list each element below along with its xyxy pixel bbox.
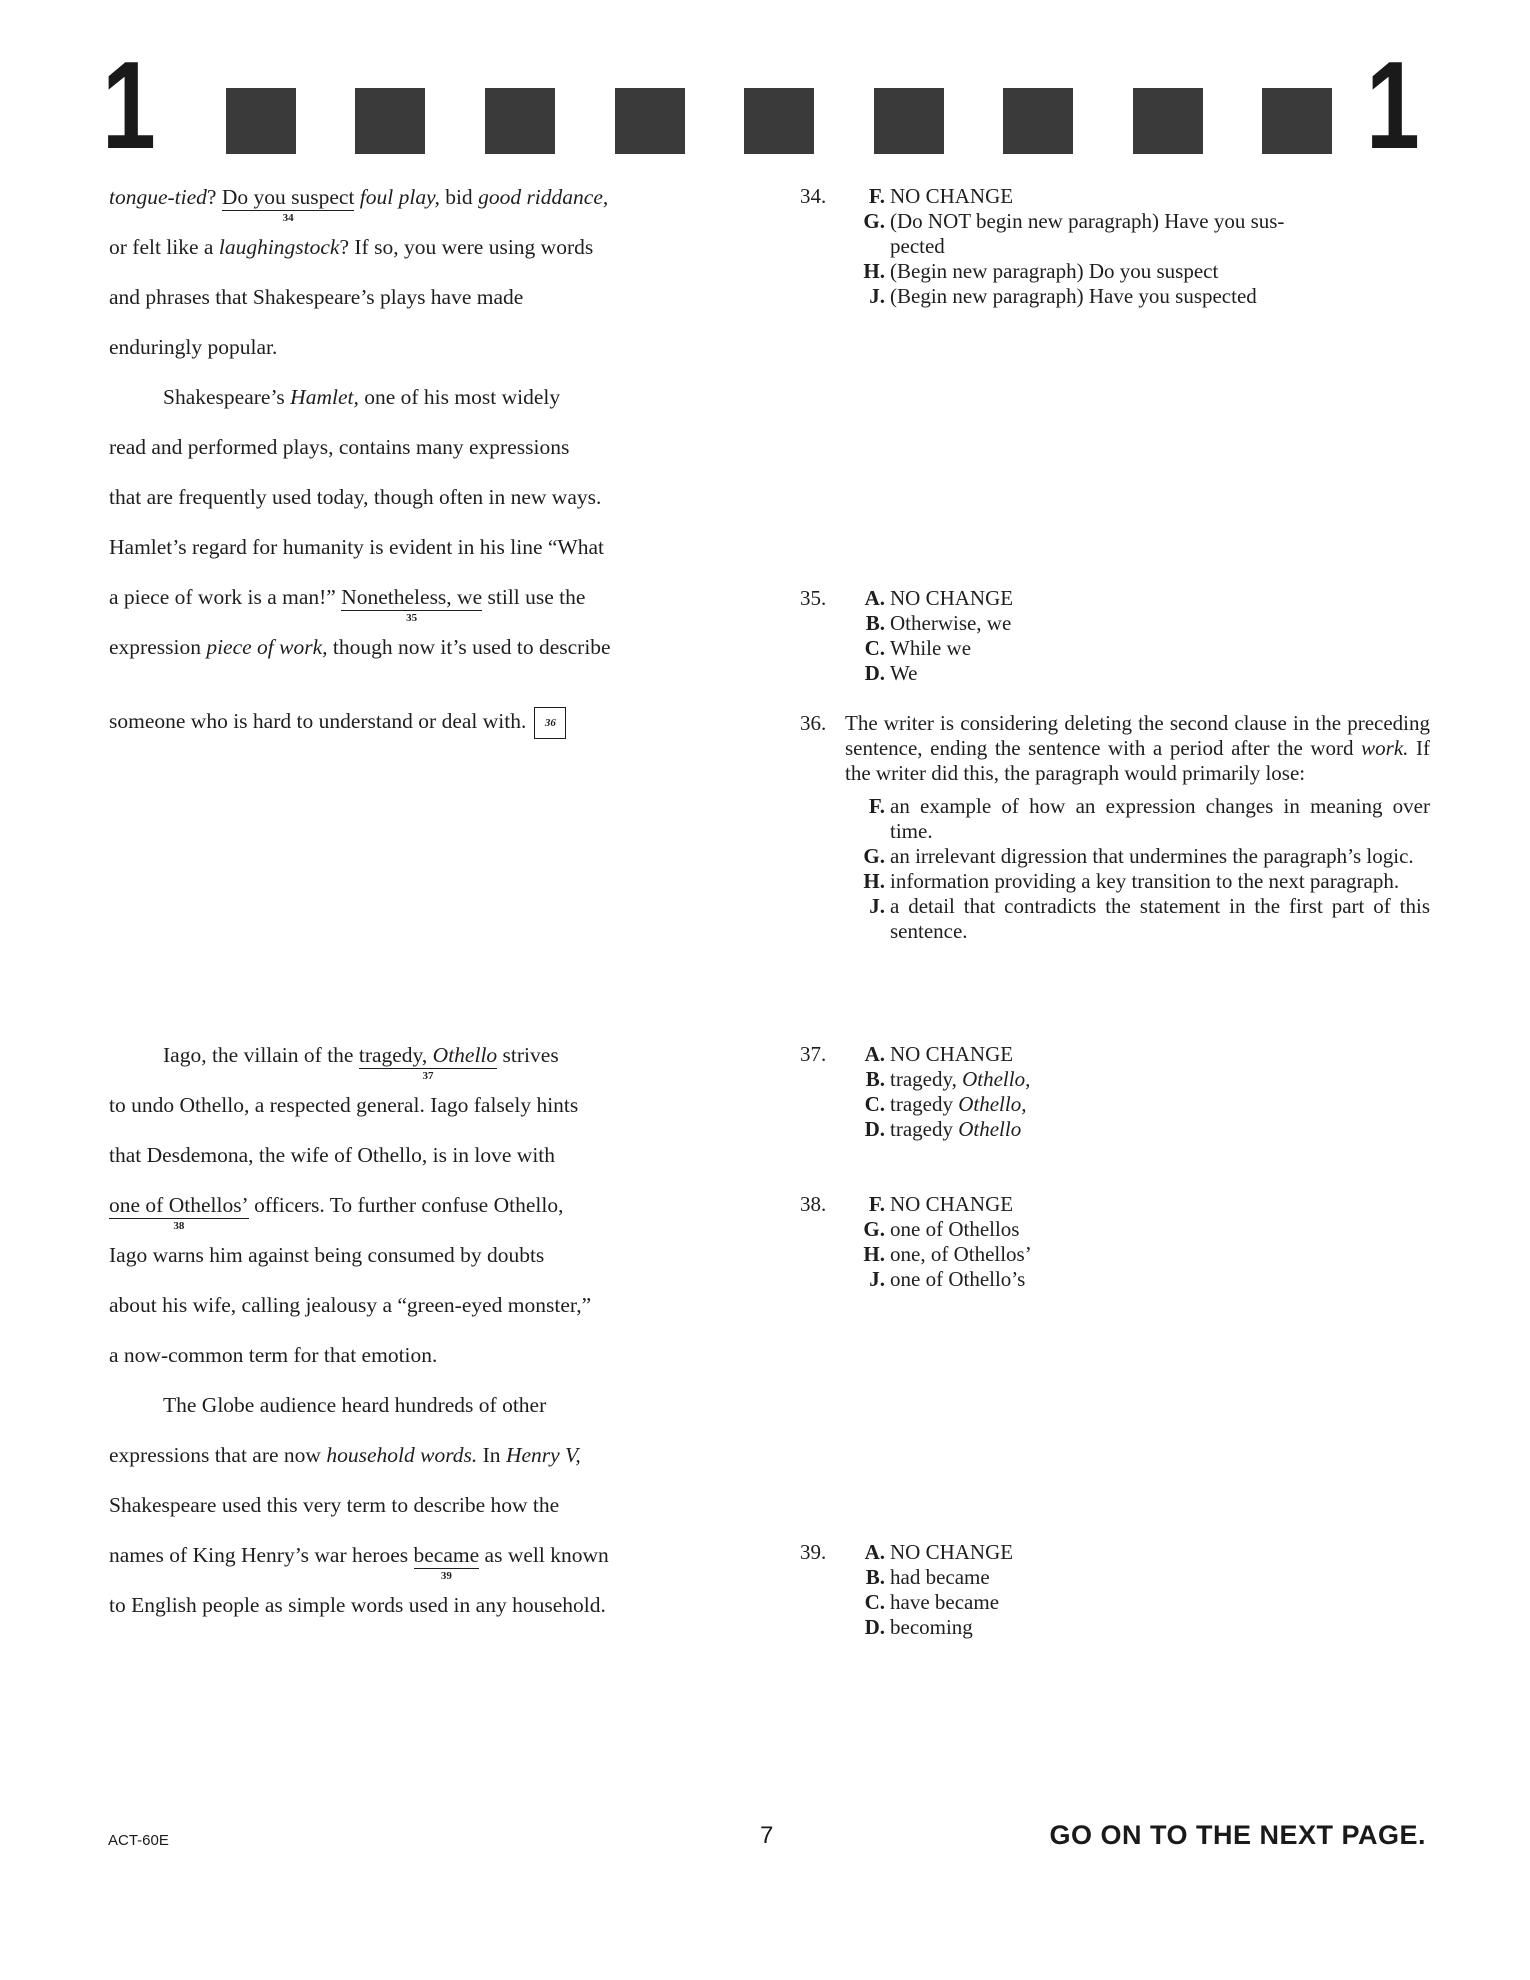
question-ref-35: 35 xyxy=(406,612,418,624)
question-number: 34. xyxy=(800,184,827,208)
answer-option[interactable]: C. tragedy Othello, xyxy=(864,1092,1027,1116)
answer-option[interactable]: G. an irrelevant digression that undermines the paragraph’s logic. xyxy=(863,844,1414,868)
answer-option[interactable]: H. one, of Othellos’ xyxy=(863,1242,1032,1266)
question-38 xyxy=(800,1192,1430,1292)
underlined-portion-34: Do you suspect 34 xyxy=(221,185,355,224)
answer-option[interactable]: D. becoming xyxy=(864,1615,973,1639)
form-code: ACT-60E xyxy=(108,1832,169,1849)
passage-line: The Globe audience heard hundreds of other xyxy=(163,1393,547,1417)
header-box xyxy=(874,88,944,154)
passage-line: that are frequently used today, though often in new ways. xyxy=(109,485,602,509)
question-box-36: 36 xyxy=(534,707,566,739)
passage-line: Shakespeare used this very term to describe how the xyxy=(109,1493,560,1517)
underlined-portion-38: one of Othellos’ 38 xyxy=(109,1193,249,1232)
passage-line: a piece of work is a man!” Nonetheless, we 35 still use the xyxy=(109,585,586,624)
header-box xyxy=(1133,88,1203,154)
question-number: 39. xyxy=(800,1540,827,1564)
header-box xyxy=(744,88,814,154)
passage-line: read and performed plays, contains many expressions xyxy=(109,435,570,459)
question-number: 38. xyxy=(800,1192,827,1216)
question-stem: The writer is considering deleting the second clause in the preceding sentence, ending the sentence with a period after the word work. If the writer did this, the paragraph would primarily lose: xyxy=(845,711,1430,785)
passage-line: tongue-tied? Do you suspect 34 foul play, bid good riddance, xyxy=(109,185,609,224)
header-box xyxy=(1003,88,1073,154)
passage-line: that Desdemona, the wife of Othello, is in love with xyxy=(109,1143,556,1167)
question-34 xyxy=(800,184,1430,309)
passage-line: one of Othellos’ 38 officers. To further confuse Othello, xyxy=(109,1193,564,1232)
answer-option[interactable]: H. (Begin new paragraph) Do you suspect xyxy=(863,259,1219,283)
passage-line: expression piece of work, though now it’s used to describe xyxy=(109,635,611,659)
passage-line: about his wife, calling jealousy a “green-eyed monster,” xyxy=(109,1293,592,1317)
passage-line: Shakespeare’s Hamlet, one of his most widely xyxy=(163,385,561,409)
passage-line: to undo Othello, a respected general. Iago falsely hints xyxy=(109,1093,579,1117)
answer-option[interactable]: B. tragedy, Othello, xyxy=(865,1067,1031,1091)
answer-option[interactable]: A. NO CHANGE xyxy=(864,1042,1014,1066)
question-35 xyxy=(800,586,1430,686)
header-box xyxy=(485,88,555,154)
passage-line: expressions that are now household words. In Henry V, xyxy=(109,1443,581,1467)
question-number: 35. xyxy=(800,586,827,610)
question-ref-34: 34 xyxy=(282,212,294,224)
answer-option[interactable]: F. NO CHANGE xyxy=(868,1192,1014,1216)
answer-option[interactable]: B. had became xyxy=(865,1565,990,1589)
passage-line: or felt like a laughingstock? If so, you were using words xyxy=(109,235,594,259)
answer-option[interactable]: A. NO CHANGE xyxy=(864,586,1014,610)
question-36 xyxy=(800,711,1430,944)
question-ref-37: 37 xyxy=(422,1070,434,1082)
answer-option[interactable]: D. tragedy Othello xyxy=(864,1117,1022,1141)
question-ref-39: 39 xyxy=(440,1570,452,1582)
go-on-notice: GO ON TO THE NEXT PAGE. xyxy=(1049,1820,1426,1850)
passage-line: Hamlet’s regard for humanity is evident in his line “What xyxy=(109,535,604,559)
answer-option-continued: pected xyxy=(890,234,945,258)
question-37 xyxy=(800,1042,1430,1142)
page-number: 7 xyxy=(760,1822,774,1849)
answer-option[interactable]: F. NO CHANGE xyxy=(868,184,1014,208)
passage-line: a now-common term for that emotion. xyxy=(109,1343,438,1367)
answer-option[interactable]: J. one of Othello’s xyxy=(869,1267,1026,1291)
answer-option[interactable]: C. have became xyxy=(864,1590,1000,1614)
answer-option[interactable]: G. (Do NOT begin new paragraph) Have you sus- xyxy=(863,209,1285,233)
question-number: 37. xyxy=(800,1042,827,1066)
answer-option[interactable]: F. an example of how an expression changes in meaning over time. xyxy=(868,794,1430,843)
passage-line: enduringly popular. xyxy=(109,335,278,359)
passage-line: Iago warns him against being consumed by doubts xyxy=(109,1243,545,1267)
header-box xyxy=(226,88,296,154)
question-ref-38: 38 xyxy=(173,1220,185,1232)
header-box xyxy=(1262,88,1332,154)
passage-line: to English people as simple words used in any household. xyxy=(109,1593,606,1617)
question-39 xyxy=(800,1540,1430,1640)
section-number-left: 1 xyxy=(102,37,156,175)
section-number-right: 1 xyxy=(1366,37,1420,175)
underlined-portion-35: Nonetheless, we 35 xyxy=(341,585,483,624)
answer-option[interactable]: G. one of Othellos xyxy=(863,1217,1020,1241)
passage-line: someone who is hard to understand or deal with. 36 xyxy=(109,706,566,736)
underlined-portion-39: became 39 xyxy=(413,1543,480,1582)
answer-option[interactable]: H. information providing a key transition to the next paragraph. xyxy=(863,869,1400,893)
header-box xyxy=(355,88,425,154)
answer-option[interactable]: D. We xyxy=(864,661,918,685)
header-box xyxy=(615,88,685,154)
answer-option[interactable]: J. a detail that contradicts the statement in the first part of this sentence. xyxy=(869,894,1430,943)
answer-option[interactable]: B. Otherwise, we xyxy=(865,611,1012,635)
underlined-portion-37: tragedy, Othello 37 xyxy=(358,1043,498,1082)
passage-line: names of King Henry’s war heroes became 39 as well known xyxy=(109,1543,609,1582)
section-header xyxy=(100,37,1420,175)
passage-line: Iago, the villain of the tragedy, Othello 37 strives xyxy=(163,1043,559,1082)
answer-option[interactable]: A. NO CHANGE xyxy=(864,1540,1014,1564)
answer-option[interactable]: J. (Begin new paragraph) Have you suspected xyxy=(869,284,1257,308)
answer-option[interactable]: C. While we xyxy=(864,636,972,660)
passage-line: and phrases that Shakespeare’s plays have made xyxy=(109,285,524,309)
question-number: 36. xyxy=(800,711,827,735)
